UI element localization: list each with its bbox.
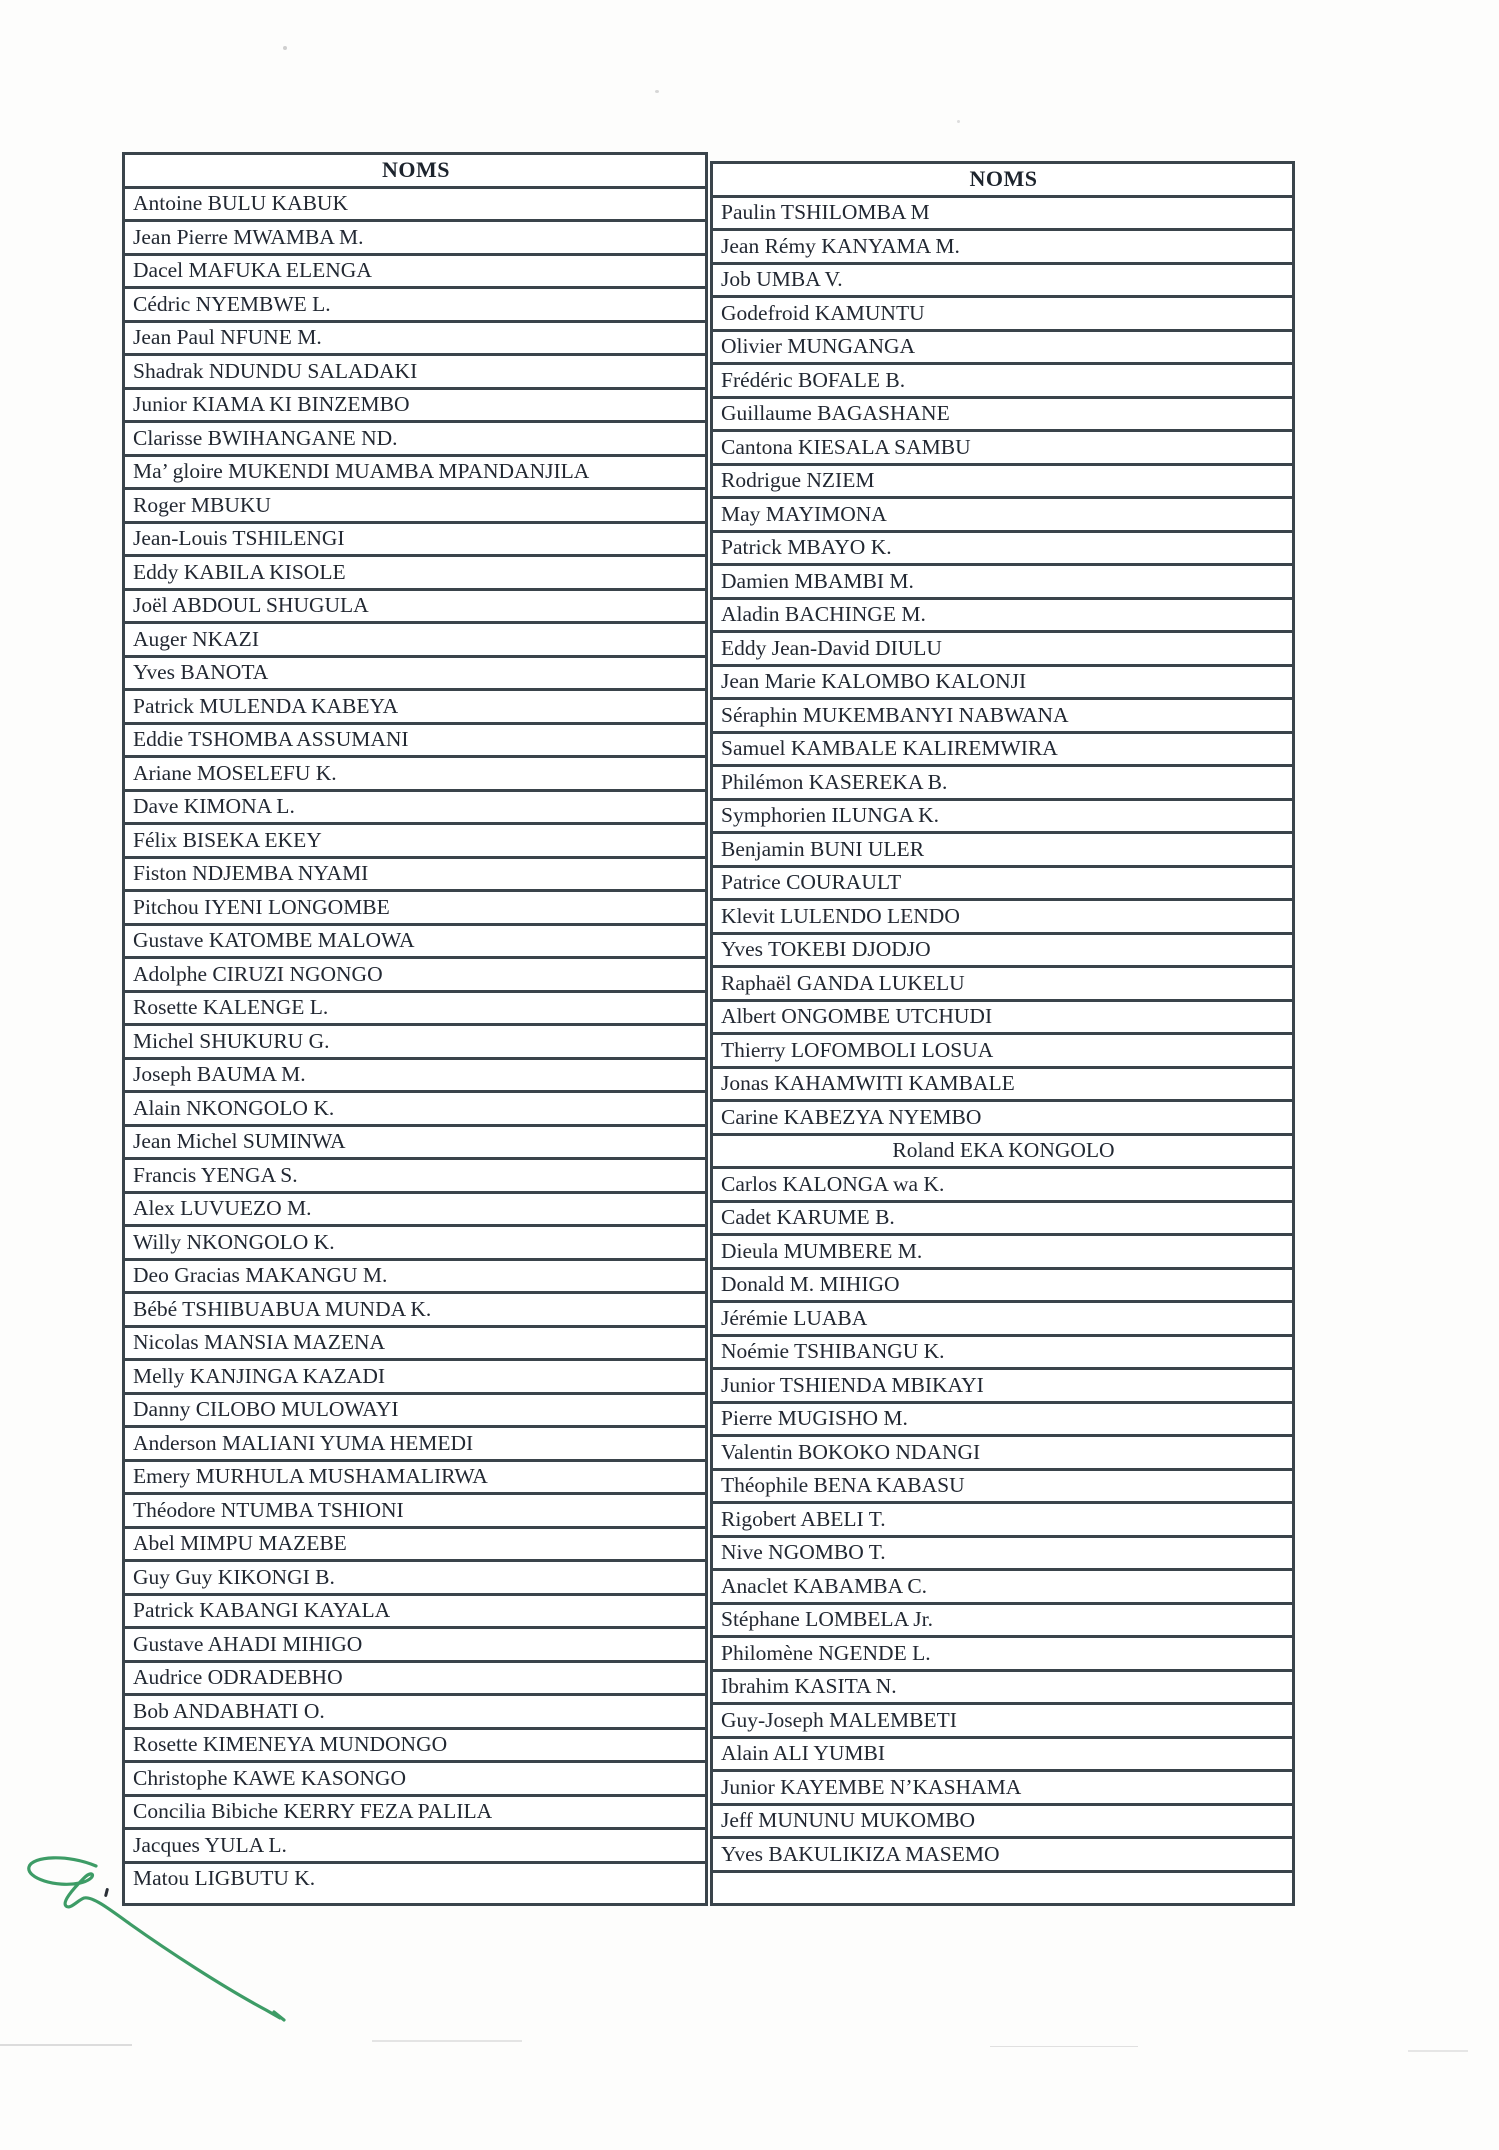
name-cell: Bob ANDABHATI O. — [125, 1696, 705, 1730]
name-cell: Damien MBAMBI M. — [713, 566, 1292, 600]
name-cell: Danny CILOBO MULOWAYI — [125, 1395, 705, 1429]
name-cell: Junior TSHIENDA MBIKAYI — [713, 1370, 1292, 1404]
name-cell: Raphaël GANDA LUKELU — [713, 968, 1292, 1002]
name-cell: Concilia Bibiche KERRY FEZA PALILA — [125, 1797, 705, 1831]
name-cell: Yves TOKEBI DJODJO — [713, 935, 1292, 969]
name-cell: Ma’ gloire MUKENDI MUAMBA MPANDANJILA — [125, 457, 705, 491]
name-cell: Eddy KABILA KISOLE — [125, 557, 705, 591]
name-cell: Clarisse BWIHANGANE ND. — [125, 423, 705, 457]
name-cell: Jean Michel SUMINWA — [125, 1127, 705, 1161]
names-column-right — [710, 161, 1295, 1906]
name-cell: Jean Pierre MWAMBA M. — [125, 222, 705, 256]
name-cell: Audrice ODRADEBHO — [125, 1663, 705, 1697]
name-cell: Shadrak NDUNDU SALADAKI — [125, 356, 705, 390]
name-cell: Nive NGOMBO T. — [713, 1538, 1292, 1572]
name-cell: Bébé TSHIBUABUA MUNDA K. — [125, 1294, 705, 1328]
name-cell: Roland EKA KONGOLO — [713, 1136, 1292, 1170]
names-column-left — [122, 152, 708, 1906]
name-cell: Melly KANJINGA KAZADI — [125, 1361, 705, 1395]
name-cell: Jonas KAHAMWITI KAMBALE — [713, 1069, 1292, 1103]
name-cell: Abel MIMPU MAZEBE — [125, 1529, 705, 1563]
name-cell: Dieula MUMBERE M. — [713, 1236, 1292, 1270]
column-header: NOMS — [125, 155, 705, 189]
scan-speck — [957, 120, 960, 123]
name-cell: Anderson MALIANI YUMA HEMEDI — [125, 1428, 705, 1462]
name-cell: Séraphin MUKEMBANYI NABWANA — [713, 700, 1292, 734]
name-cell: Stéphane LOMBELA Jr. — [713, 1605, 1292, 1639]
name-cell: Alain NKONGOLO K. — [125, 1093, 705, 1127]
name-cell: Gustave KATOMBE MALOWA — [125, 926, 705, 960]
name-cell: Eddy Jean-David DIULU — [713, 633, 1292, 667]
scan-artifact-line — [1408, 2050, 1468, 2052]
name-cell: Paulin TSHILOMBA M — [713, 198, 1292, 232]
name-cell: Théophile BENA KABASU — [713, 1471, 1292, 1505]
name-cell: Albert ONGOMBE UTCHUDI — [713, 1002, 1292, 1036]
name-cell: Guy-Joseph MALEMBETI — [713, 1705, 1292, 1739]
name-cell: Philomène NGENDE L. — [713, 1638, 1292, 1672]
name-cell: Donald M. MIHIGO — [713, 1270, 1292, 1304]
name-cell: Patrick MBAYO K. — [713, 533, 1292, 567]
name-cell: Pierre MUGISHO M. — [713, 1404, 1292, 1438]
name-cell: Carine KABEZYA NYEMBO — [713, 1102, 1292, 1136]
name-cell: Adolphe CIRUZI NGONGO — [125, 959, 705, 993]
pen-tick-mark — [104, 1888, 109, 1897]
name-cell: May MAYIMONA — [713, 499, 1292, 533]
name-cell: Pitchou IYENI LONGOMBE — [125, 892, 705, 926]
name-cell: Junior KAYEMBE N’KASHAMA — [713, 1772, 1292, 1806]
name-cell: Klevit LULENDO LENDO — [713, 901, 1292, 935]
name-cell: Frédéric BOFALE B. — [713, 365, 1292, 399]
name-cell: Fiston NDJEMBA NYAMI — [125, 859, 705, 893]
name-cell: Symphorien ILUNGA K. — [713, 801, 1292, 835]
name-cell: Emery MURHULA MUSHAMALIRWA — [125, 1462, 705, 1496]
name-cell: Ariane MOSELEFU K. — [125, 758, 705, 792]
name-cell: Jérémie LUABA — [713, 1303, 1292, 1337]
name-cell: Philémon KASEREKA B. — [713, 767, 1292, 801]
name-cell: Benjamin BUNI ULER — [713, 834, 1292, 868]
name-cell: Auger NKAZI — [125, 624, 705, 658]
name-cell: Alex LUVUEZO M. — [125, 1194, 705, 1228]
name-cell: Patrice COURAULT — [713, 868, 1292, 902]
name-cell: Guillaume BAGASHANE — [713, 399, 1292, 433]
name-cell: Rosette KIMENEYA MUNDONGO — [125, 1730, 705, 1764]
name-cell: Antoine BULU KABUK — [125, 189, 705, 223]
name-cell: Jean Rémy KANYAMA M. — [713, 231, 1292, 265]
scan-artifact-line — [372, 2040, 522, 2042]
name-cell: Jean Marie KALOMBO KALONJI — [713, 667, 1292, 701]
name-cell: Junior KIAMA KI BINZEMBO — [125, 390, 705, 424]
name-cell: Rosette KALENGE L. — [125, 993, 705, 1027]
name-cell: Thierry LOFOMBOLI LOSUA — [713, 1035, 1292, 1069]
name-cell: Anaclet KABAMBA C. — [713, 1571, 1292, 1605]
name-cell: Matou LIGBUTU K. — [133, 1866, 316, 1891]
name-cell — [713, 1873, 1292, 1904]
name-cell: Samuel KAMBALE KALIREMWIRA — [713, 734, 1292, 768]
scan-artifact-line — [990, 2046, 1138, 2047]
name-cell: Rigobert ABELI T. — [713, 1504, 1292, 1538]
name-cell: Rodrigue NZIEM — [713, 466, 1292, 500]
scan-speck — [655, 90, 659, 93]
name-cell: Jean Paul NFUNE M. — [125, 323, 705, 357]
name-cell: Dacel MAFUKA ELENGA — [125, 256, 705, 290]
name-cell: Roger MBUKU — [125, 490, 705, 524]
name-cell: Michel SHUKURU G. — [125, 1026, 705, 1060]
name-cell: Nicolas MANSIA MAZENA — [125, 1328, 705, 1362]
name-cell: Cadet KARUME B. — [713, 1203, 1292, 1237]
name-cell: Gustave AHADI MIHIGO — [125, 1629, 705, 1663]
name-cell: Deo Gracias MAKANGU M. — [125, 1261, 705, 1295]
scan-speck — [283, 46, 287, 50]
name-cell: Patrick KABANGI KAYALA — [125, 1596, 705, 1630]
scan-artifact-line — [0, 2044, 132, 2046]
name-cell: Christophe KAWE KASONGO — [125, 1763, 705, 1797]
name-cell: Olivier MUNGANGA — [713, 332, 1292, 366]
name-cell: Joël ABDOUL SHUGULA — [125, 591, 705, 625]
name-cell: Alain ALI YUMBI — [713, 1739, 1292, 1773]
name-cell: Godefroid KAMUNTU — [713, 298, 1292, 332]
name-cell: Valentin BOKOKO NDANGI — [713, 1437, 1292, 1471]
name-cell: Aladin BACHINGE M. — [713, 600, 1292, 634]
name-cell: Jean-Louis TSHILENGI — [125, 524, 705, 558]
name-cell: Job UMBA V. — [713, 265, 1292, 299]
name-cell: Yves BAKULIKIZA MASEMO — [713, 1839, 1292, 1873]
name-cell: Cantona KIESALA SAMBU — [713, 432, 1292, 466]
name-cell: Yves BANOTA — [125, 658, 705, 692]
name-cell: Francis YENGA S. — [125, 1160, 705, 1194]
name-cell: Patrick MULENDA KABEYA — [125, 691, 705, 725]
name-cell: Dave KIMONA L. — [125, 792, 705, 826]
name-cell: Jeff MUNUNU MUKOMBO — [713, 1806, 1292, 1840]
name-cell: Félix BISEKA EKEY — [125, 825, 705, 859]
name-cell: Joseph BAUMA M. — [125, 1060, 705, 1094]
names-table — [122, 152, 1295, 1906]
column-header: NOMS — [713, 164, 1292, 198]
name-cell: Willy NKONGOLO K. — [125, 1227, 705, 1261]
name-cell: Théodore NTUMBA TSHIONI — [125, 1495, 705, 1529]
name-cell: Noémie TSHIBANGU K. — [713, 1337, 1292, 1371]
name-cell: Eddie TSHOMBA ASSUMANI — [125, 725, 705, 759]
name-cell: Jacques YULA L. — [125, 1830, 705, 1864]
name-cell: Carlos KALONGA wa K. — [713, 1169, 1292, 1203]
name-cell: Guy Guy KIKONGI B. — [125, 1562, 705, 1596]
name-cell: Ibrahim KASITA N. — [713, 1672, 1292, 1706]
name-cell: Cédric NYEMBWE L. — [125, 289, 705, 323]
